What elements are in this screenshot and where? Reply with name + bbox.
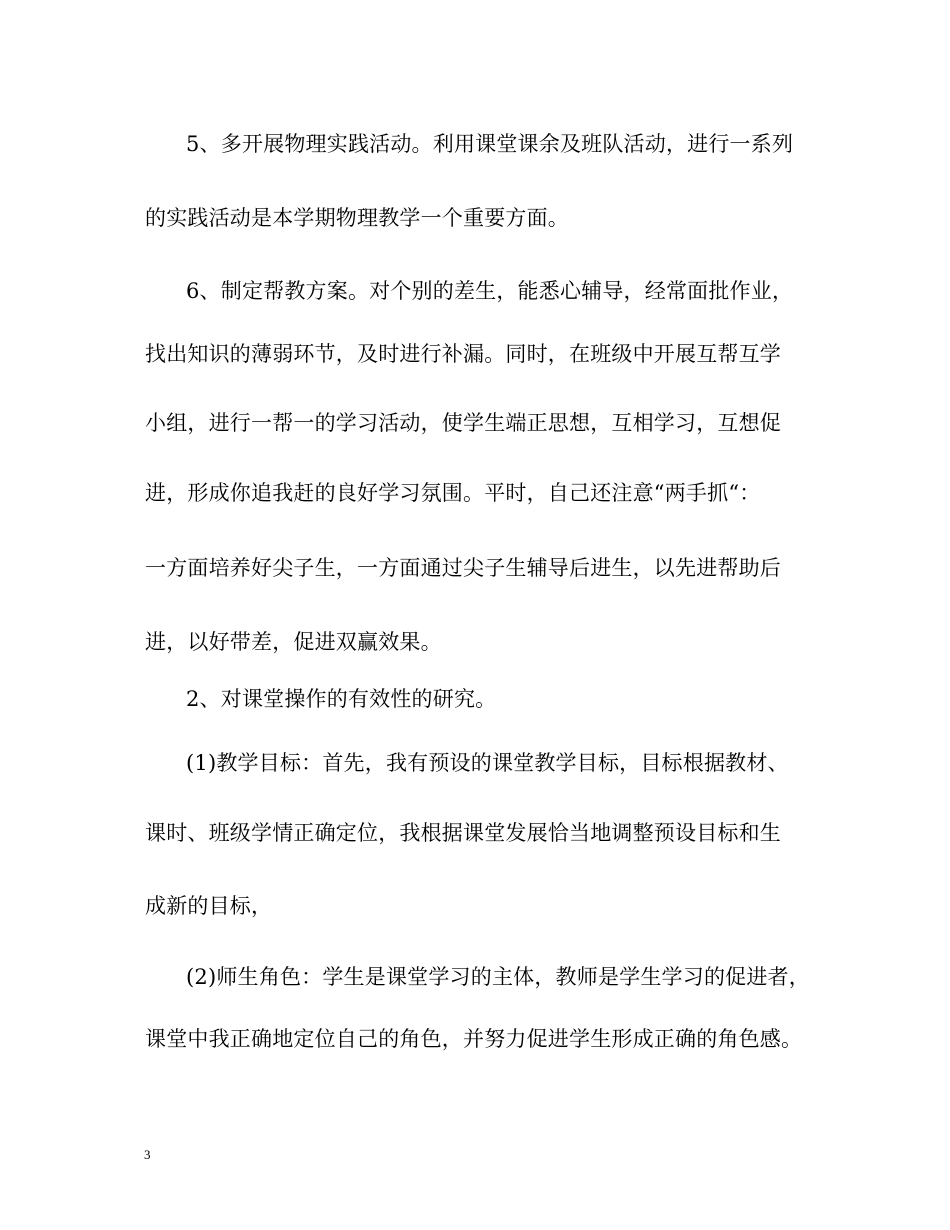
paragraph-line: 的实践活动是本学期物理教学一个重要方面。 xyxy=(145,206,569,230)
paragraph-line: 课堂中我正确地定位自己的角色，并努力促进学生形成正确的角色感。 xyxy=(145,1027,803,1051)
paragraph-line: 课时、班级学情正确定位，我根据课堂发展恰当地调整预设目标和生 xyxy=(145,821,781,845)
paragraph-line: (2)师生角色：学生是课堂学习的主体，教师是学生学习的促进者， xyxy=(186,965,810,989)
paragraph-line: (1)教学目标：首先，我有预设的课堂教学目标，目标根据教材、 xyxy=(186,751,789,775)
paragraph-line: 成新的目标， xyxy=(145,894,273,918)
paragraph-line: 一方面培养好尖子生，一方面通过尖子生辅导后进生，以先进帮助后 xyxy=(145,556,781,580)
paragraph-line: 6、制定帮教方案。对个别的差生，能悉心辅导，经常面批作业， xyxy=(186,279,794,303)
page-number: 3 xyxy=(144,1147,151,1162)
paragraph-line: 进，形成你追我赶的良好学习氛围。平时，自己还注意“两手抓“： xyxy=(145,481,761,505)
paragraph-line: 找出知识的薄弱环节，及时进行补漏。同时，在班级中开展互帮互学 xyxy=(145,342,781,366)
paragraph-line: 2、对课堂操作的有效性的研究。 xyxy=(186,687,497,711)
paragraph-line: 进，以好带差，促进双赢效果。 xyxy=(145,630,442,654)
paragraph-line: 小组，进行一帮一的学习活动，使学生端正思想，互相学习，互想促 xyxy=(145,411,781,435)
paragraph-line: 5、多开展物理实践活动。利用课堂课余及班队活动，进行一系列 xyxy=(186,132,794,156)
